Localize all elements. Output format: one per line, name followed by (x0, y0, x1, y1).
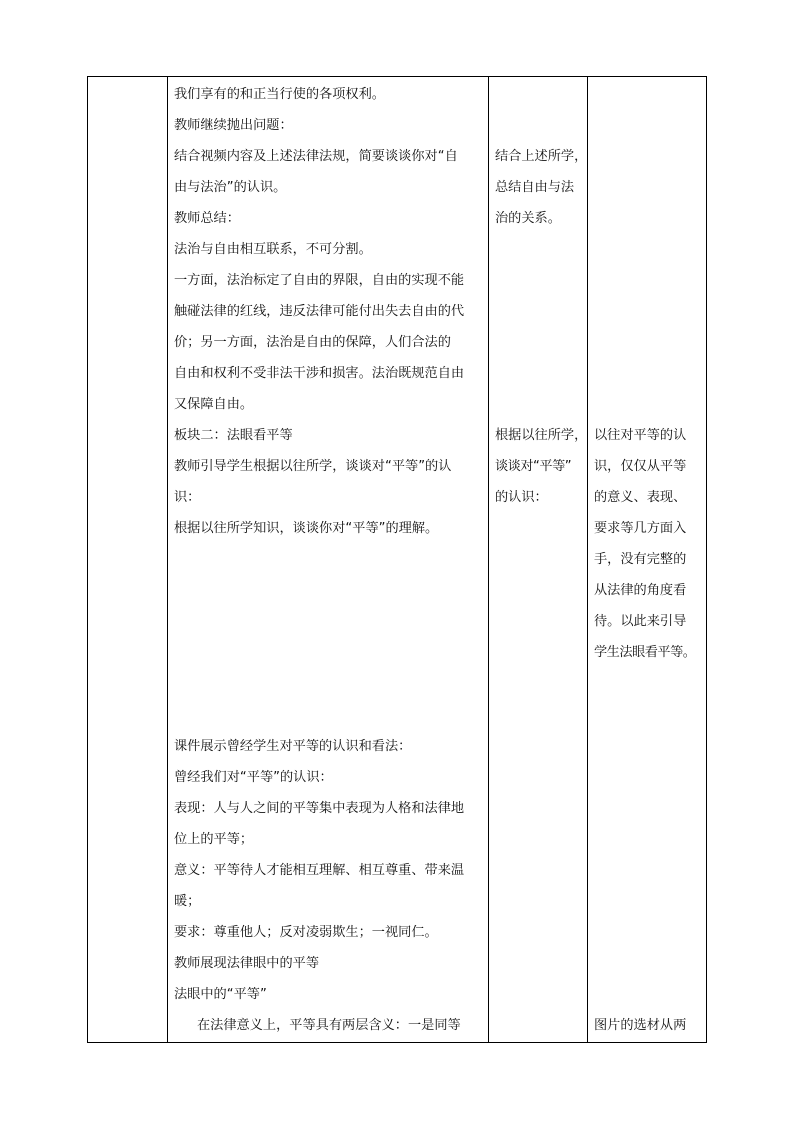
text-line: 表现：人与人之间的平等集中表现为人格和法律地 (174, 801, 465, 816)
text-line: 一方面，法治标定了自由的界限，自由的实现不能 (174, 273, 465, 288)
text-line: 识，仅仅从平等 (594, 459, 687, 474)
text-line: 待。以此来引导 (594, 614, 687, 629)
text-line: 曾经我们对“平等”的认识： (174, 770, 333, 785)
text-line: 根据以往所学知识，谈谈你对“平等”的理解。 (174, 521, 439, 536)
text-line: 识： (174, 490, 201, 505)
column-divider-3 (587, 76, 588, 1043)
text-line: 触碰法律的红线，违反法律可能付出失去自由的代 (174, 304, 465, 319)
text-line: 在法律意义上，平等具有两层含义：一是同等 (197, 1018, 461, 1033)
text-line: 的意义、表现、 (594, 490, 687, 505)
table-top-border (87, 76, 707, 77)
table-bottom-border (87, 1042, 707, 1043)
text-line: 教师总结： (174, 211, 240, 226)
text-line: 法治与自由相互联系，不可分割。 (174, 242, 372, 257)
text-line: 暖； (174, 894, 201, 909)
text-line: 要求等几方面入 (594, 521, 687, 536)
text-line: 价；另一方面，法治是自由的保障，人们合法的 (174, 335, 451, 350)
text-line: 以往对平等的认 (594, 428, 687, 443)
text-line: 自由和权利不受非法干涉和损害。法治既规范自由 (174, 366, 465, 381)
table-left-border (87, 76, 88, 1043)
text-line: 根据以往所学， (495, 428, 588, 443)
text-line: 结合视频内容及上述法律法规，简要谈谈你对“自 (174, 149, 458, 164)
text-line: 教师引导学生根据以往所学，谈谈对“平等”的认 (174, 459, 452, 474)
text-line: 我们享有的和正当行使的各项权利。 (174, 87, 385, 102)
text-line: 的认识： (495, 490, 548, 505)
text-line: 手，没有完整的 (594, 552, 687, 567)
column-divider-2 (488, 76, 489, 1043)
text-line: 又保障自由。 (174, 397, 254, 412)
table-right-border (706, 76, 707, 1043)
section-heading: 板块二：法眼看平等 (174, 428, 293, 443)
text-line: 总结自由与法 (495, 180, 575, 195)
text-line: 图片的选材从两 (594, 1018, 687, 1033)
text-line: 意义：平等待人才能相互理解、相互尊重、带来温 (174, 863, 465, 878)
column-divider-1 (167, 76, 168, 1043)
text-line: 治的关系。 (495, 211, 561, 226)
text-line: 位上的平等； (174, 832, 254, 847)
text-line: 结合上述所学， (495, 149, 588, 164)
text-line: 由与法治”的认识。 (174, 180, 287, 195)
text-line: 谈谈对“平等” (495, 459, 572, 474)
text-line: 要求：尊重他人；反对凌弱欺生；一视同仁。 (174, 925, 438, 940)
text-line: 课件展示曾经学生对平等的认识和看法： (174, 739, 412, 754)
text-line: 法眼中的“平等” (174, 987, 267, 1002)
text-line: 学生法眼看平等。 (594, 645, 696, 660)
text-line: 教师继续抛出问题： (174, 118, 293, 133)
text-line: 教师展现法律眼中的平等 (174, 956, 320, 971)
text-line: 从法律的角度看 (594, 583, 687, 598)
